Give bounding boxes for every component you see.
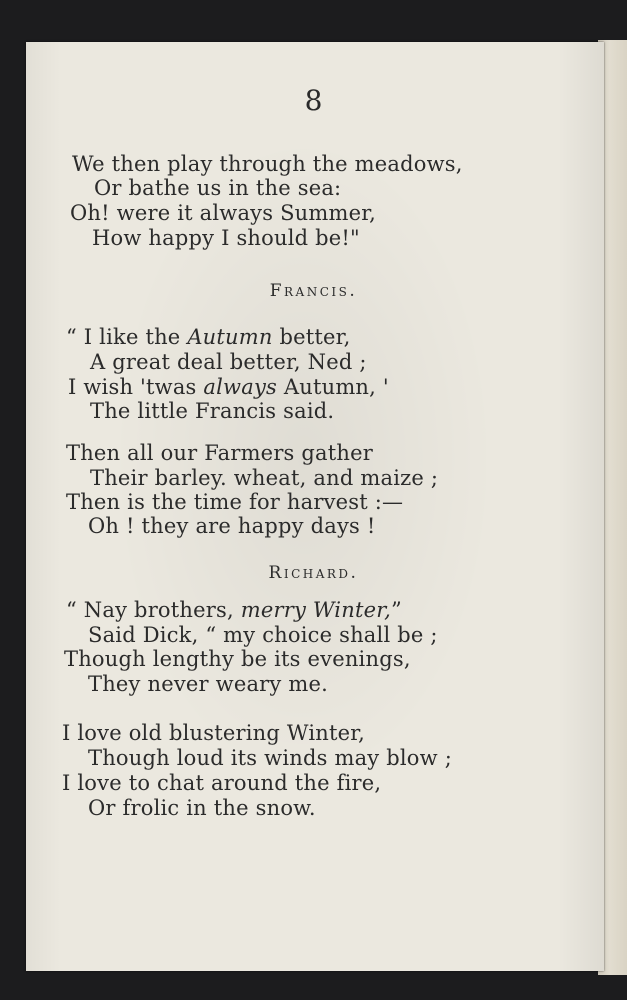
poem-line: Or frolic in the snow. bbox=[88, 796, 316, 820]
poem-line: How happy I should be!" bbox=[92, 226, 360, 250]
poem-line: Oh ! they are happy days ! bbox=[88, 514, 376, 538]
poem-line: I love old blustering Winter, bbox=[62, 721, 366, 745]
poem-line: Then is the time for harvest :— bbox=[66, 490, 404, 514]
speaker-heading-francis: Francis. bbox=[269, 281, 358, 301]
poem-line: Though lengthy be its evenings, bbox=[64, 647, 411, 671]
poem-line: “ I like the Autumn better, bbox=[66, 325, 351, 349]
poem-line: Their barley. wheat, and maize ; bbox=[90, 466, 439, 490]
page-number: 8 bbox=[304, 84, 323, 117]
poem-line: We then play through the meadows, bbox=[72, 152, 463, 176]
poem-line: They never weary me. bbox=[88, 672, 328, 696]
poem-line: Or bathe us in the sea: bbox=[94, 176, 342, 200]
poem-line: I wish 'twas always Autumn, ' bbox=[68, 375, 389, 399]
poem-line: A great deal better, Ned ; bbox=[90, 350, 367, 374]
poem-line: Then all our Farmers gather bbox=[66, 441, 373, 465]
poem-line: Though loud its winds may blow ; bbox=[88, 746, 452, 770]
poem-line: Said Dick, “ my choice shall be ; bbox=[88, 623, 438, 647]
speaker-heading-richard: Richard. bbox=[268, 563, 359, 583]
poem-line: The little Francis said. bbox=[90, 399, 335, 423]
poem-line: “ Nay brothers, merry Winter,” bbox=[66, 598, 402, 622]
poem-line: I love to chat around the fire, bbox=[62, 771, 382, 795]
poem-line: Oh! were it always Summer, bbox=[70, 201, 377, 225]
